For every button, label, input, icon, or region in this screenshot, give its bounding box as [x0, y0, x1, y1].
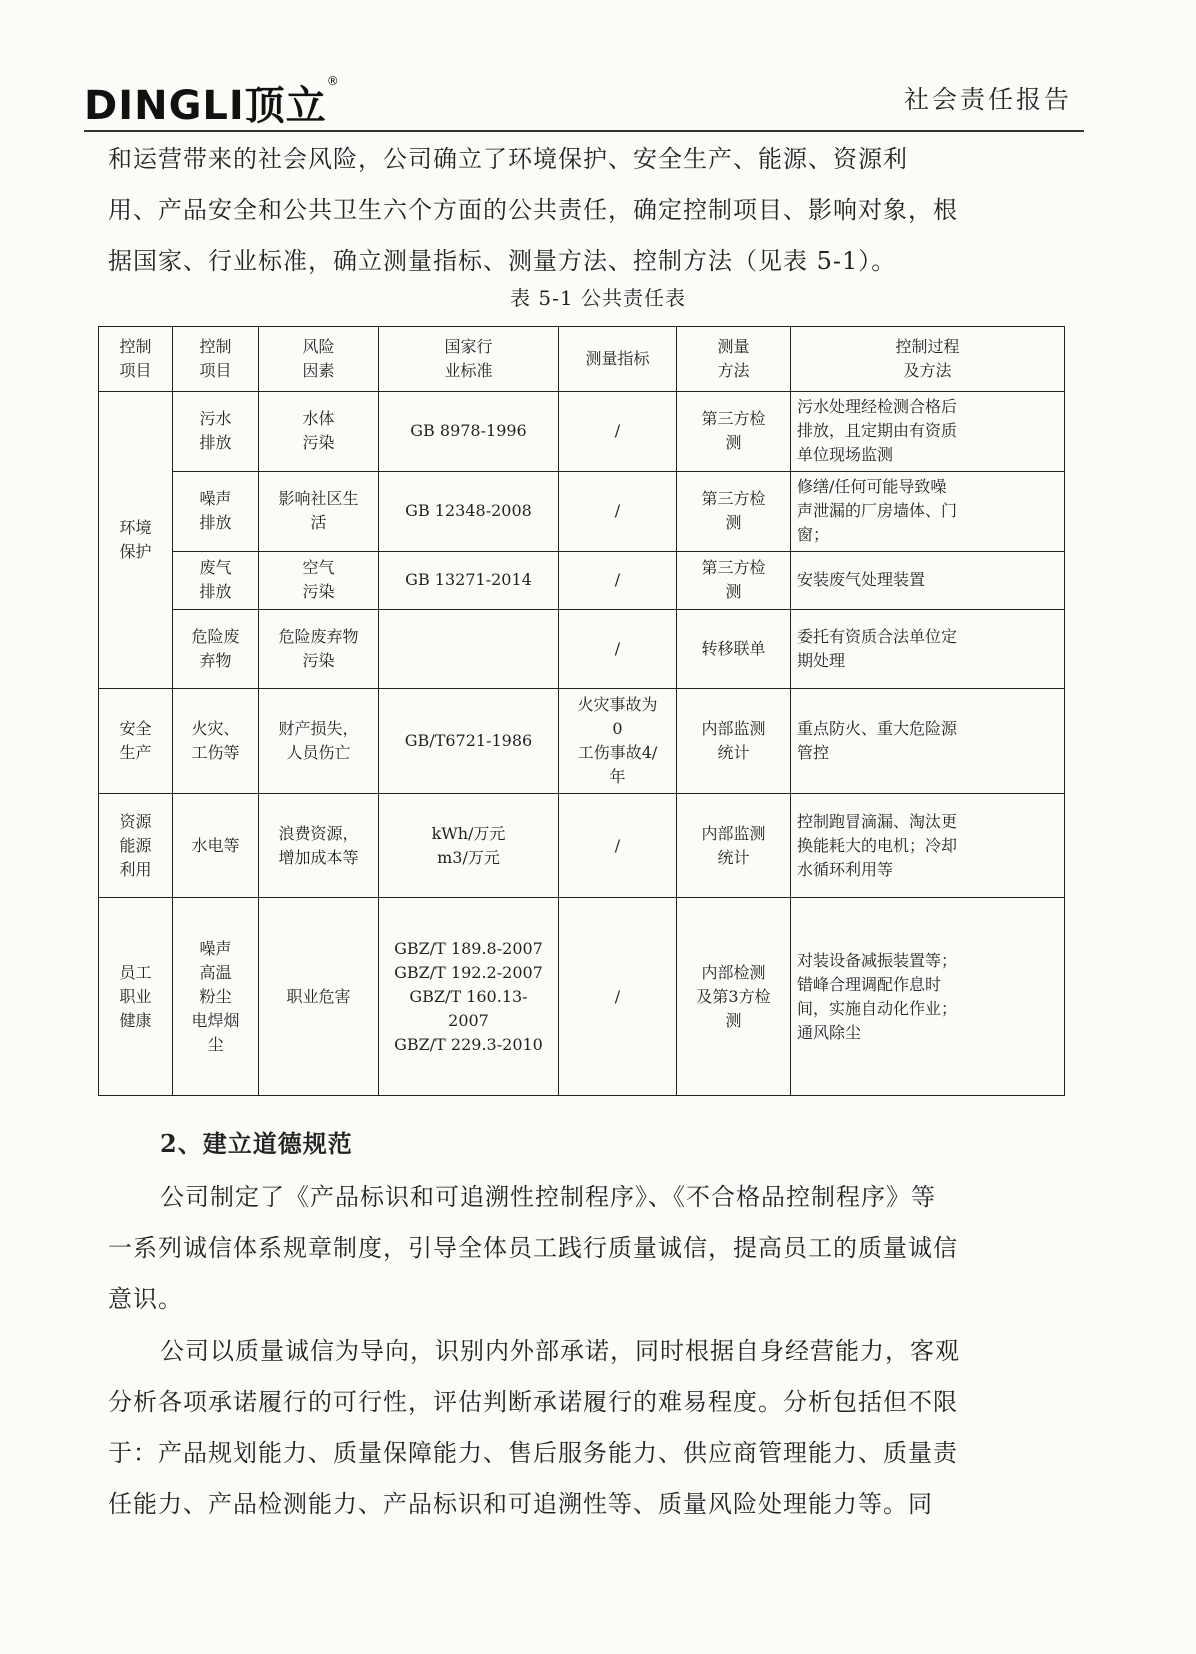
header-cell: 风险 因素 [259, 327, 379, 392]
standard-cell: GB 8978-1996 [379, 391, 559, 471]
indicator-cell: / [559, 610, 677, 689]
method-cell: 内部检测 及第3方检 测 [677, 898, 791, 1096]
section-heading: 2、建立道德规范 [160, 1129, 353, 1158]
standard-cell: kWh/万元 m3/万元 [379, 794, 559, 898]
table-row [99, 610, 1065, 689]
control-cell: 委托有资质合法单位定 期处理 [791, 610, 1065, 689]
standard-cell: GB 13271-2014 [379, 551, 559, 609]
header-cell: 控制 项目 [99, 327, 173, 392]
method-cell: 第三方检 测 [677, 471, 791, 551]
risk-cell: 职业危害 [259, 898, 379, 1096]
table-row [99, 391, 1065, 471]
table-row [99, 689, 1065, 794]
paragraph-line: 于：产品规划能力、质量保障能力、售后服务能力、供应商管理能力、质量责 [108, 1439, 958, 1467]
indicator-cell: / [559, 551, 677, 609]
indicator-cell: / [559, 471, 677, 551]
table-row [99, 551, 1065, 609]
item-cell: 水电等 [173, 794, 259, 898]
indicator-cell: / [559, 794, 677, 898]
item-cell: 危险废 弃物 [173, 610, 259, 689]
table-row [99, 898, 1065, 1096]
standard-cell: GB/T6721-1986 [379, 689, 559, 794]
public-responsibility-table [98, 326, 1065, 1096]
risk-cell: 危险废弃物 污染 [259, 610, 379, 689]
control-cell: 修缮/任何可能导致噪 声泄漏的厂房墙体、门 窗； [791, 471, 1065, 551]
risk-cell: 水体 污染 [259, 391, 379, 471]
header-cell: 测量 方法 [677, 327, 791, 392]
logo-cn: 顶立 [244, 83, 327, 129]
item-cell: 火灾、 工伤等 [173, 689, 259, 794]
page-header [84, 66, 1084, 132]
paragraph-line: 公司制定了《产品标识和可追溯性控制程序》、《不合格品控制程序》等 [160, 1183, 936, 1211]
table-row [99, 471, 1065, 551]
control-cell: 对装设备减振装置等； 错峰合理调配作息时 间，实施自动化作业； 通风除尘 [791, 898, 1065, 1096]
item-cell: 噪声 排放 [173, 471, 259, 551]
method-cell: 第三方检 测 [677, 391, 791, 471]
intro-line: 用、产品安全和公共卫生六个方面的公共责任，确定控制项目、影响对象，根 [108, 196, 958, 224]
control-cell: 污水处理经检测合格后 排放，且定期由有资质 单位现场监测 [791, 391, 1065, 471]
paragraph-line: 公司以质量诚信为导向，识别内外部承诺，同时根据自身经营能力，客观 [160, 1337, 960, 1365]
table-header-row [99, 327, 1065, 392]
indicator-cell: 火灾事故为 0 工伤事故4/ 年 [559, 689, 677, 794]
header-cell: 测量指标 [559, 327, 677, 392]
intro-line: 和运营带来的社会风险，公司确立了环境保护、安全生产、能源、资源利 [108, 145, 908, 173]
risk-cell: 影响社区生 活 [259, 471, 379, 551]
control-cell: 控制跑冒滴漏、淘汰更 换能耗大的电机；冷却 水循环利用等 [791, 794, 1065, 898]
method-cell: 内部监测 统计 [677, 689, 791, 794]
section-paragraph-1 [108, 1172, 1068, 1325]
standard-cell: GBZ/T 189.8-2007 GBZ/T 192.2-2007 GBZ/T 160.13- 2007 GBZ/T 229.3-2010 [379, 898, 559, 1096]
header-cell: 控制 项目 [173, 327, 259, 392]
risk-cell: 财产损失， 人员伤亡 [259, 689, 379, 794]
group-cell-env: 环境 保护 [99, 391, 173, 689]
control-cell: 安装废气处理装置 [791, 551, 1065, 609]
indicator-cell: / [559, 391, 677, 471]
paragraph-line: 意识。 [108, 1285, 183, 1313]
report-title: 社会责任报告 [903, 85, 1072, 114]
group-cell-health: 员工 职业 健康 [99, 898, 173, 1096]
risk-cell: 浪费资源， 增加成本等 [259, 794, 379, 898]
registered-mark-icon: ® [326, 74, 340, 88]
section-paragraph-2 [108, 1326, 1068, 1530]
paragraph-line: 分析各项承诺履行的可行性，评估判断承诺履行的难易程度。分析包括但不限 [108, 1388, 958, 1416]
header-cell: 控制过程 及方法 [791, 327, 1065, 392]
standard-cell [379, 610, 559, 689]
method-cell: 第三方检 测 [677, 551, 791, 609]
table-caption: 表 5-1 公共责任表 [510, 286, 686, 310]
indicator-cell: / [559, 898, 677, 1096]
group-cell-resource: 资源 能源 利用 [99, 794, 173, 898]
intro-paragraph [108, 134, 1068, 287]
intro-line: 据国家、行业标准，确立测量指标、测量方法、控制方法（见表 5-1）。 [108, 247, 897, 275]
item-cell: 废气 排放 [173, 551, 259, 609]
paragraph-line: 任能力、产品检测能力、产品标识和可追溯性等、质量风险处理能力等。同 [108, 1490, 933, 1518]
group-cell-safety: 安全 生产 [99, 689, 173, 794]
standard-cell: GB 12348-2008 [379, 471, 559, 551]
logo-text: DINGLI [84, 83, 245, 129]
risk-cell: 空气 污染 [259, 551, 379, 609]
paragraph-line: 一系列诚信体系规章制度，引导全体员工践行质量诚信，提高员工的质量诚信 [108, 1234, 958, 1262]
company-logo [84, 74, 340, 131]
table-row [99, 794, 1065, 898]
item-cell: 污水 排放 [173, 391, 259, 471]
header-cell: 国家行 业标准 [379, 327, 559, 392]
item-cell: 噪声 高温 粉尘 电焊烟 尘 [173, 898, 259, 1096]
method-cell: 内部监测 统计 [677, 794, 791, 898]
control-cell: 重点防火、重大危险源 管控 [791, 689, 1065, 794]
method-cell: 转移联单 [677, 610, 791, 689]
